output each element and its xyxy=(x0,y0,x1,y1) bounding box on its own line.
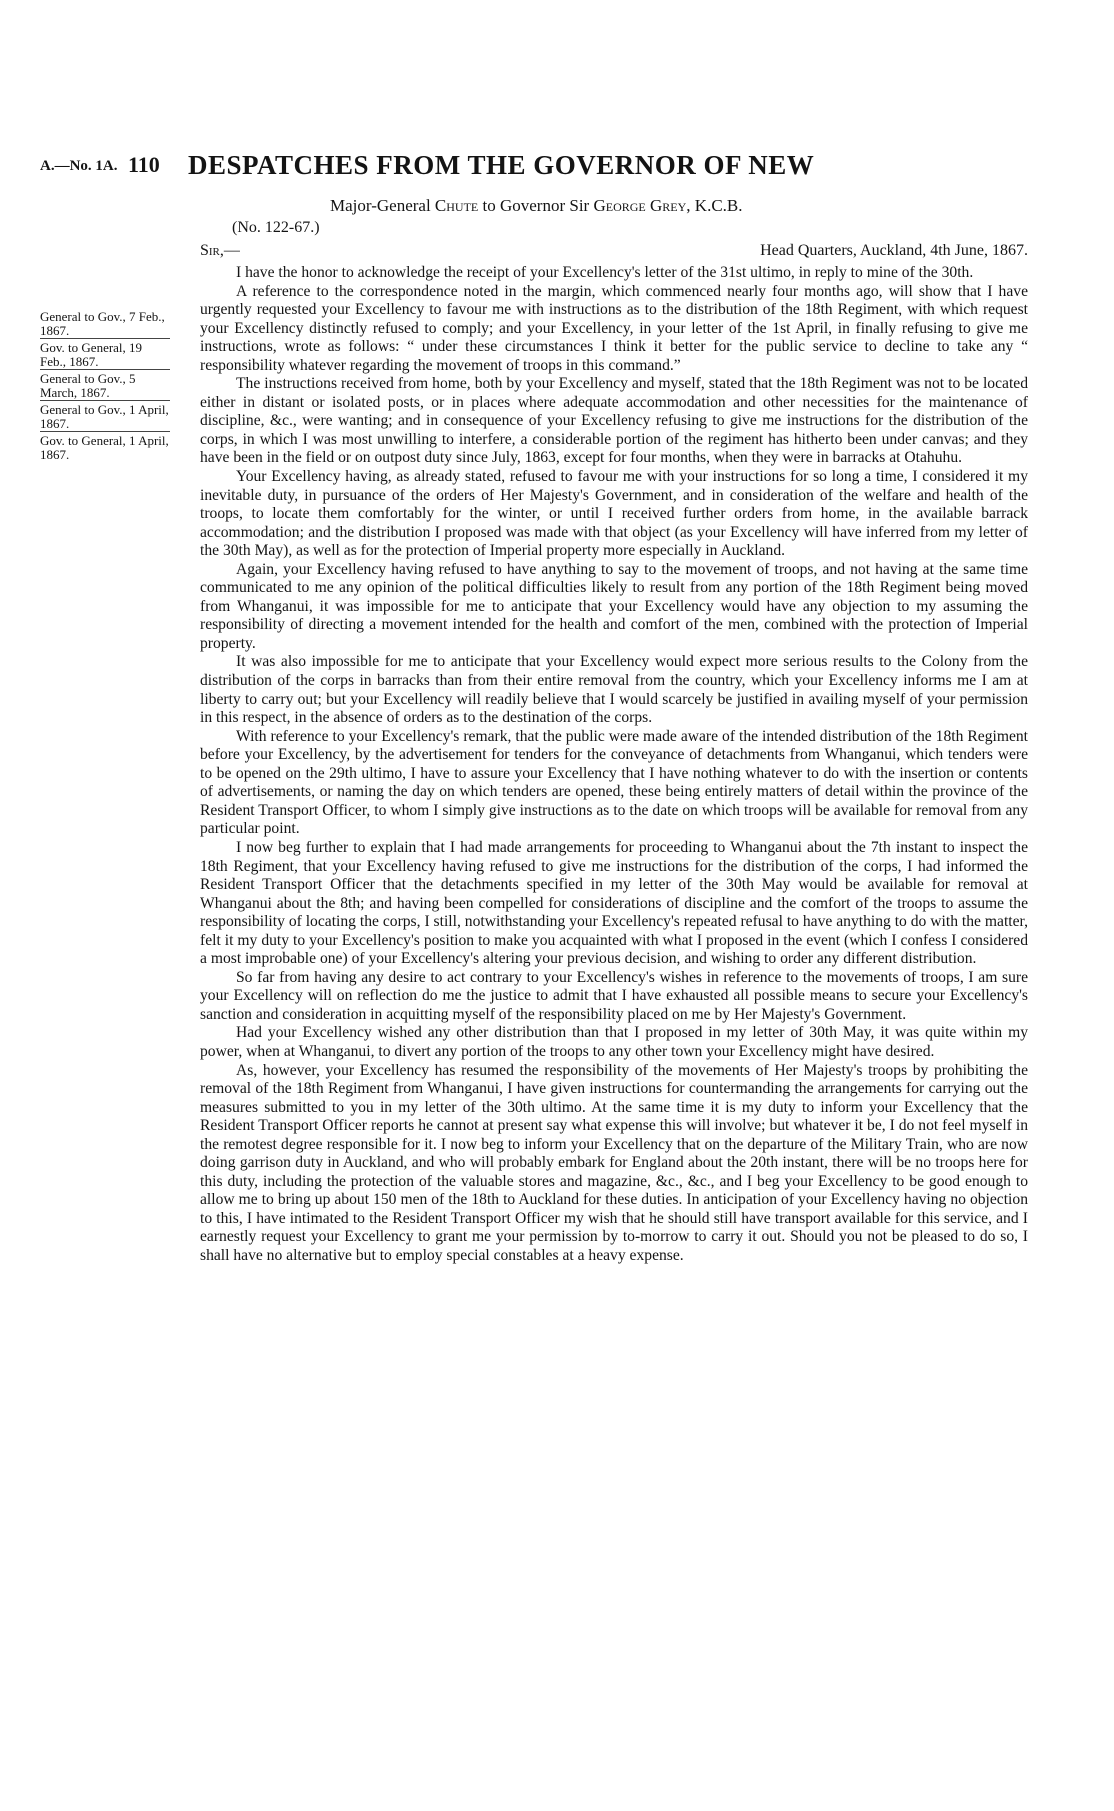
body-paragraph: I now beg further to explain that I had made arrangements for proceeding to Whanganui about the 7th instant to inspect the 18th Regiment, that your Excellency having refused to give me instructions for the distribution of the corps, I had informed the Resident Transport Officer that the detachments specified in my letter of the 30th May would be available for removal at Whanganui about the 8th; and having been compelled for considerations of discipline and the comfort of the troops to assume the responsibility of locating the corps, I still, notwithstanding your Excellency's repeated refusal to have anything to do with the matter, felt it my duty to your Excellency's position to make you acquainted with what I proposed in the event (which I confess I considered a most improbable one) of your Excellency's altering your previous decision, and wishing to order any different distribution. xyxy=(200,838,1028,968)
recipient-name: George Grey xyxy=(593,196,687,215)
heading-middle: to Governor Sir xyxy=(482,196,590,215)
page-header xyxy=(40,150,1100,190)
body-paragraph: With reference to your Excellency's remark, that the public were made aware of the intended distribution of the 18th Regiment before your Excellency, by the advertisement for tenders for the conveyance of detachments from Whanganui, which tenders were to be opened on the 29th ultimo, I have to assure your Excellency that I have nothing whatever to do with the insertion or contents of advertisements, or naming the day on which tenders are opened, these being entirely matters of detail within the province of the Resident Transport Officer, to whom I simply give instructions as to the date on which troops will be available for removal from any particular point. xyxy=(200,727,1028,838)
letter-number: (No. 122-67.) xyxy=(232,219,320,236)
dateline: Head Quarters, Auckland, 4th June, 1867. xyxy=(760,242,1028,259)
body-paragraph: Again, your Excellency having refused to have anything to say to the movement of troops, and not having at the same time communicated to me any opinion of the political difficulties likely to result from any portion of the 18th Regiment being moved from Whanganui, it was impossible for me to anticipate that your Excellency would have any objection to my assuming the responsibility of directing a movement intended for the health and comfort of the men, combined with the protection of Imperial property. xyxy=(200,560,1028,652)
margin-note: General to Gov., 5 March, 1867. xyxy=(40,372,170,401)
body-paragraph: It was also impossible for me to anticipate that your Excellency would expect more serious results to the Colony from the distribution of the corps in barracks than from their entire removal from the country, which your Excellency informs me I am at liberty to carry out; but your Excellency will readily believe that I would scarcely be justified in availing myself of your permission in this respect, in the absence of orders as to the destination of the corps. xyxy=(200,653,1028,727)
margin-note: General to Gov., 1 April, 1867. xyxy=(40,402,169,431)
page-number: 110 xyxy=(128,152,160,177)
letter-heading xyxy=(330,196,743,216)
heading-prefix: Major-General xyxy=(330,196,431,215)
margin-note: Gov. to General, 1 April, 1867. xyxy=(40,433,169,462)
body-paragraph: Had your Excellency wished any other distribution than that I proposed in my letter of 30th May, it was quite within my power, when at Whanganui, to divert any portion of the troops to any other town your Excellency might have desired. xyxy=(200,1024,1028,1060)
body-paragraph: Your Excellency having, as already stated, refused to favour me with your instructions for so long a time, I considered it my inevitable duty, in pursuance of the orders of Her Majesty's Government, and in consideration of the welfare and health of the troops, to locate them comfortably for the winter, or until I received further orders from home, in the available barrack accommodation; and the distribution I proposed was made with that object (as your Excellency will have inferred from my letter of the 30th May), as well as for the protection of Imperial property more especially in Auckland. xyxy=(200,468,1028,560)
sender-name: Chute xyxy=(434,196,479,215)
body-paragraph: The instructions received from home, both by your Excellency and myself, stated that the 18th Regiment was not to be located either in distant or isolated posts, or in places where adequate accommodation and other necessities for the maintenance of discipline, &c., were wanting; and in consequence of your Excellency refusing to give me instructions for the distribution of the corps, in which I was most unwilling to interfere, a considerable portion of the regiment has hitherto been under canvas; and they have been in the field or on outpost duty since July, 1863, except for four months, when they were in barracks at Otahuhu. xyxy=(200,375,1028,467)
heading-suffix: , K.C.B. xyxy=(686,196,743,215)
margin-note: Gov. to General, 19 Feb., 1867. xyxy=(40,341,170,370)
body-paragraph: I have the honor to acknowledge the receipt of your Excellency's letter of the 31st ultimo, in reply to mine of the 30th. xyxy=(236,264,974,281)
margin-note: General to Gov., 7 Feb., 1867. xyxy=(40,310,170,339)
salutation: Sir,— xyxy=(200,242,240,259)
running-title: DESPATCHES FROM THE GOVERNOR OF NEW xyxy=(188,150,815,180)
body-paragraph: So far from having any desire to act contrary to your Excellency's wishes in reference to the movements of troops, I am sure your Excellency will on reflection do me the justice to admit that I have exhausted all possible means to secure your Excellency's sanction and consideration in acquitting myself of the responsibility placed on me by Her Majesty's Government. xyxy=(200,968,1028,1023)
letter-body xyxy=(200,264,1028,1266)
document-reference: A.—No. 1A. xyxy=(40,158,118,174)
margin-notes xyxy=(40,310,170,464)
body-paragraph: A reference to the correspondence noted in the margin, which commenced nearly four months ago, will show that I have urgently requested your Excellency to favour me with instructions as to the distribution of the 18th Regiment, with which request your Excellency distinctly refused to comply; and your Excellency, in your letter of the 1st April, in finally refusing to give me instructions, wrote as follows: “ under these circumstances I think it better for the public service to decline to take any “ responsibility whatever regarding the movement of troops in this command.” xyxy=(200,282,1028,374)
body-paragraph: As, however, your Excellency has resumed the responsibility of the movements of Her Majesty's troops by prohibiting the removal of the 18th Regiment from Whanganui, I have given instructions for countermanding the arrangements for carrying out the measures submitted to you in my letter of the 30th ultimo. At the same time it is my duty to inform your Excellency that the Resident Transport Officer reports he cannot at present say what expense this will involve; but whatever it be, I do not feel myself in the remotest degree responsible for it. I now beg to inform your Excellency that on the departure of the Military Train, who are now doing garrison duty in Auckland, and who will probably embark for England about the 20th instant, there will be no troops here for this duty, including the protection of the valuable stores and magazine, &c., &c., and I beg your Excellency to be good enough to allow me to bring up about 150 men of the 18th to Auckland for these duties. In anticipation of your Excellency having no objection to this, I have intimated to the Resident Transport Officer my wish that he should still have transport available for this service, and I earnestly request your Excellency to grant me your permission by to-morrow to carry it out. Should you not be pleased to do so, I shall have no alternative but to employ special constables at a heavy expense. xyxy=(200,1061,1028,1264)
